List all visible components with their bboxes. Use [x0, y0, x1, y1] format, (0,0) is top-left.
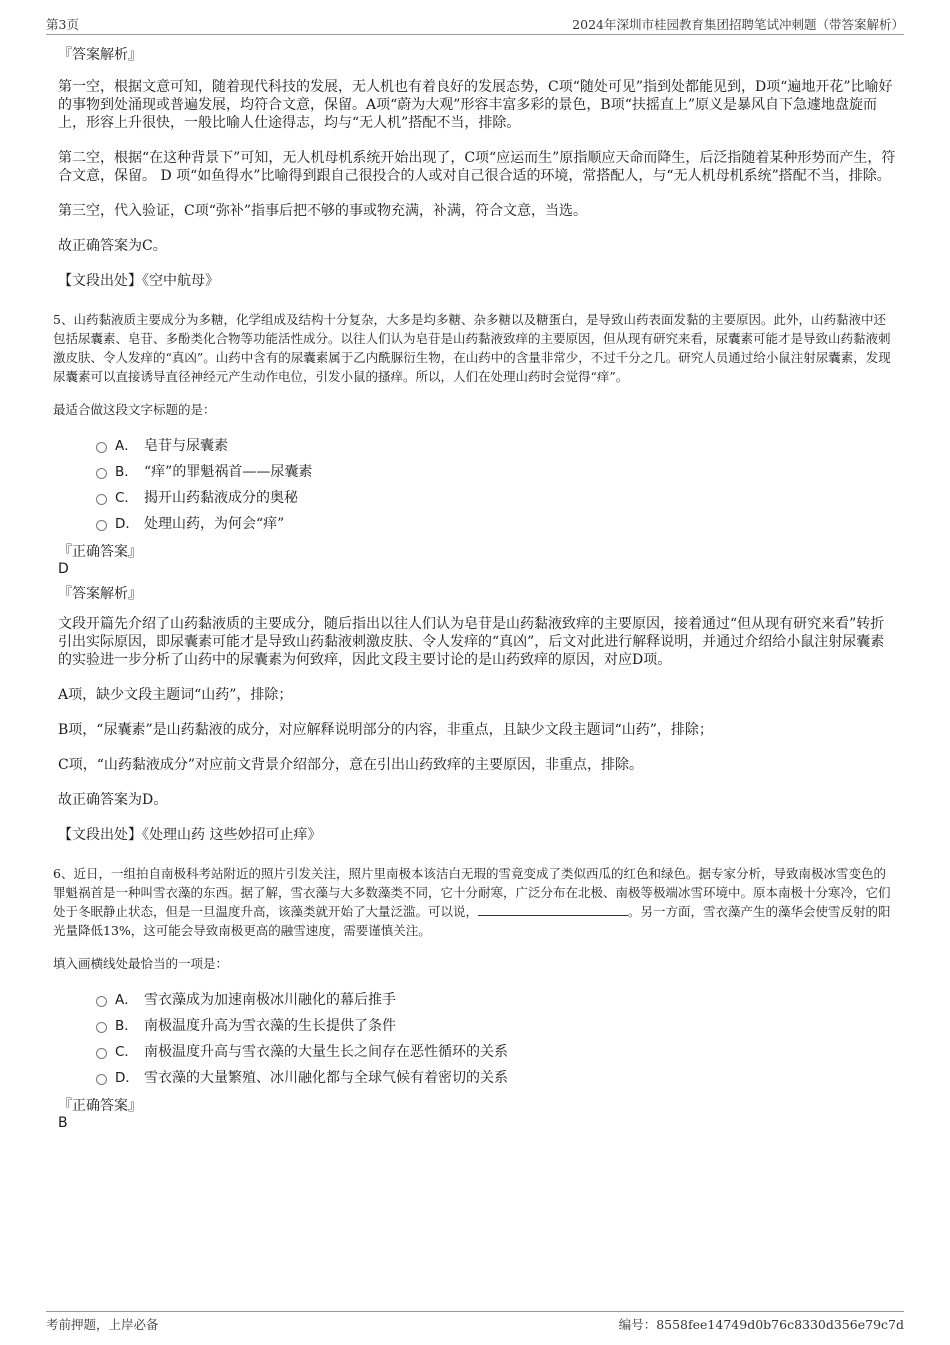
analysis-tag: 『答案解析』 — [58, 47, 142, 63]
analysis-paragraph: A项，缺少文段主题词“山药”，排除； — [58, 687, 293, 703]
radio-icon[interactable] — [96, 1074, 107, 1085]
option-c[interactable]: C． 揭开山药黏液成分的奥秘 — [58, 485, 898, 511]
question-6-prompt: 填入画横线处最恰当的一项是： — [53, 956, 229, 971]
page-header — [46, 14, 904, 35]
footer-slogan: 考前押题，上岸必备 — [46, 1317, 159, 1332]
analysis-paragraph: 第二空，根据“在这种背景下”可知，无人机母机系统开始出现了，C项“应运而生”原指顺应天命而降生，后泛指随着某种形势而产生，符合文意，保留。 D 项“如鱼得水”比喻得到跟自己很投合的人或对自己很合适的环境，常搭配人，与“无人机母机系统”搭配不当，排除。 — [58, 150, 896, 184]
option-b[interactable]: B． “痒”的罪魁祸首——尿囊素 — [58, 459, 898, 485]
page-content — [53, 44, 898, 1131]
correct-answer-tag: 『正确答案』 — [58, 1098, 142, 1114]
question-5-options — [58, 433, 898, 537]
document-code: 编号：8558fee14749d0b76c8330d356e79c7d — [618, 1317, 904, 1332]
radio-icon[interactable] — [96, 520, 107, 531]
analysis-paragraph: 第三空，代入验证，C项“弥补”指事后把不够的事或物充满，补满，符合文意，当选。 — [58, 203, 588, 219]
conclusion: 故正确答案为C。 — [58, 238, 167, 254]
source-citation: 【文段出处】《处理山药 这些妙招可止痒》 — [58, 827, 322, 843]
question-6-options — [58, 987, 898, 1091]
analysis-paragraph: 第一空，根据文意可知，随着现代科技的发展，无人机也有着良好的发展态势，C项“随处可见”指到处都能见到，D项“遍地开花”比喻好的事物到处涌现或普遍发展，均符合文意，保留。A项“蔚为大观”形容丰富多彩的景色，B项“扶摇直上”原义是暴风自下急遽地盘旋而上，形容上升很快，一般比喻人仕途得志，均与“无人机”搭配不当，排除。 — [58, 79, 893, 131]
option-c[interactable]: C． 南极温度升高与雪衣藻的大量生长之间存在恶性循环的关系 — [58, 1039, 898, 1065]
option-d[interactable]: D． 处理山药，为何会“痒” — [58, 511, 898, 537]
option-b[interactable]: B． 南极温度升高为雪衣藻的生长提供了条件 — [58, 1013, 898, 1039]
option-a[interactable]: A． 雪衣藻成为加速南极冰川融化的幕后推手 — [58, 987, 898, 1013]
radio-icon[interactable] — [96, 468, 107, 479]
analysis-tag: 『答案解析』 — [58, 586, 142, 602]
source-citation: 【文段出处】《空中航母》 — [58, 273, 219, 289]
analysis-paragraph: C项，“山药黏液成分”对应前文背景介绍部分，意在引出山药致痒的主要原因，非重点，排除。 — [58, 757, 644, 773]
correct-answer-tag: 『正确答案』 — [58, 544, 142, 560]
page-number: 第3页 — [46, 17, 79, 32]
page-footer — [46, 1311, 904, 1336]
question-5-text: 5、山药黏液质主要成分为多糖，化学组成及结构十分复杂，大多是均多糖、杂多糖以及糖蛋白，是导致山药表面发黏的主要原因。此外，山药黏液中还包括尿囊素、皂苷、多酚类化合物等功能活性成分。以往人们认为皂苷是山药黏液致痒的主要原因，但从现有研究来看，尿囊素可能才是导致山药黏液刺激皮肤、令人发痒的“真凶”。山药中含有的尿囊素属于乙内酰脲衍生物，在山药中的含量非常少，不过千分之几。研究人员通过给小鼠注射尿囊素，发现尿囊素可以直接诱导直径神经元产生动作电位，引发小鼠的搔痒。所以，人们在处理山药时会觉得“痒”。 — [53, 312, 891, 384]
radio-icon[interactable] — [96, 442, 107, 453]
analysis-paragraph: B项，“尿囊素”是山药黏液的成分，对应解释说明部分的内容，非重点，且缺少文段主题词“山药”，排除； — [58, 722, 713, 738]
document-title: 2024年深圳市桂园教育集团招聘笔试冲刺题（带答案解析） — [572, 17, 904, 32]
radio-icon[interactable] — [96, 1022, 107, 1033]
option-d[interactable]: D． 雪衣藻的大量繁殖、冰川融化都与全球气候有着密切的关系 — [58, 1065, 898, 1091]
question-6-text: 6、近日，一组拍自南极科考站附近的照片引发关注，照片里南极本该洁白无瑕的雪竟变成了类似西瓜的红色和绿色。据专家分析，导致南极冰雪变色的罪魁祸首是一种叫雪衣藻的东西。据了解，雪衣藻与大多数藻类不同，它十分耐寒，广泛分布在北极、南极等极端冰雪环境中。原本南极十分寒冷，它们处于冬眠静止状态，但是一旦温度升高，该藻类就开始了大量泛滥。可以说， 。另一方面，雪衣藻产生的藻华会使雪反射的阳光量降低13%，这可能会导致南极更高的融雪速度，需要谨慎关注。 — [53, 866, 891, 938]
radio-icon[interactable] — [96, 494, 107, 505]
correct-answer: B — [58, 1115, 68, 1131]
conclusion: 故正确答案为D。 — [58, 792, 168, 808]
analysis-paragraph: 文段开篇先介绍了山药黏液质的主要成分，随后指出以往人们认为皂苷是山药黏液致痒的主要原因，接着通过“但从现有研究来看”转折引出实际原因，即尿囊素可能才是导致山药黏液刺激皮肤、令人发痒的“真凶”，后文对此进行解释说明，并通过介绍给小鼠注射尿囊素的实验进一步分析了山药中的尿囊素为何致痒，因此文段主要讨论的是山药致痒的原因，对应D项。 — [58, 616, 885, 668]
radio-icon[interactable] — [96, 996, 107, 1007]
correct-answer: D — [58, 561, 69, 577]
option-a[interactable]: A． 皂苷与尿囊素 — [58, 433, 898, 459]
answer-blank — [478, 903, 628, 916]
question-5-prompt: 最适合做这段文字标题的是： — [53, 402, 216, 417]
radio-icon[interactable] — [96, 1048, 107, 1059]
